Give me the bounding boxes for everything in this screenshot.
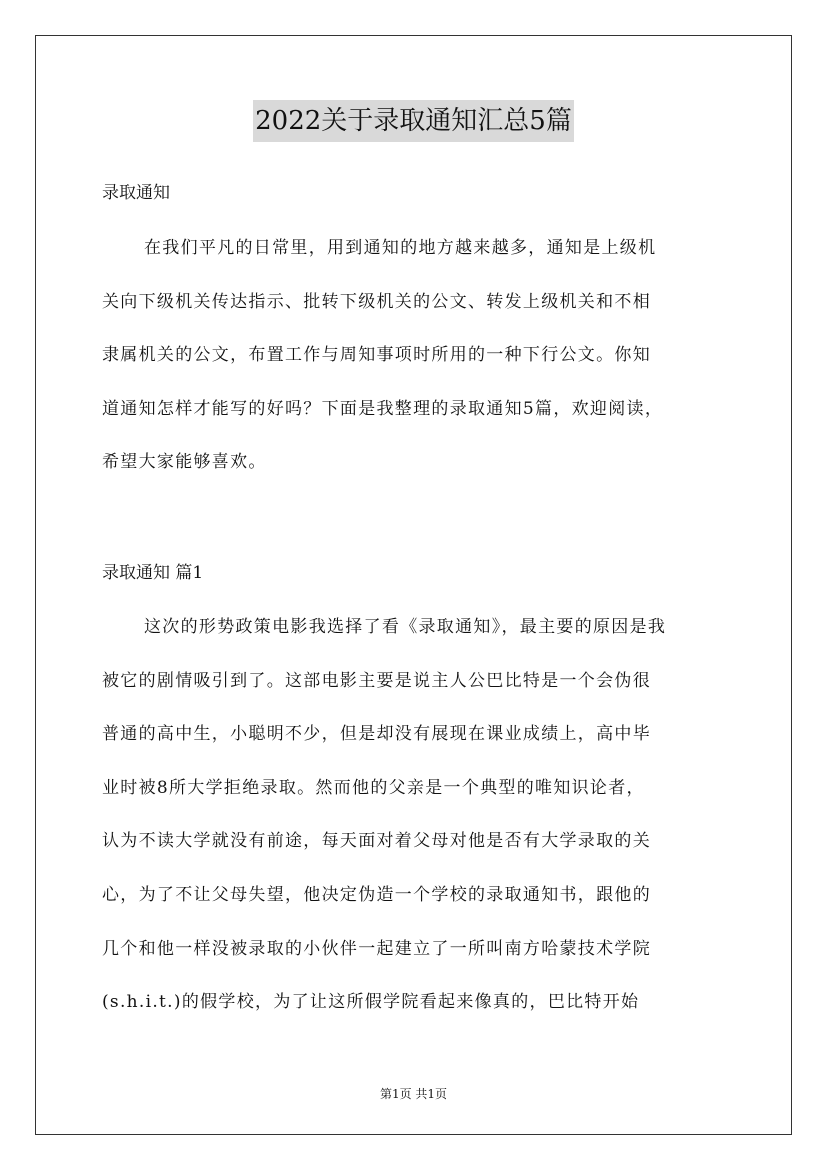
paragraph-line: 认为不读大学就没有前途，每天面对着父母对他是否有大学录取的关: [102, 831, 651, 852]
paragraph-line: 普通的高中生，小聪明不少，但是却没有展现在课业成绩上，高中毕: [102, 724, 651, 745]
section-heading: 录取通知: [102, 183, 170, 203]
paragraph-line: 关向下级机关传达指示、批转下级机关的公文、转发上级机关和不相: [102, 291, 651, 312]
paragraph-line: (s.h.i.t.)的假学校，为了让这所假学院看起来像真的，巴比特开始: [102, 992, 640, 1013]
intro-paragraph: [102, 222, 730, 490]
paragraph-line: 希望大家能够喜欢。: [102, 452, 267, 473]
paragraph-line: 被它的剧情吸引到了。这部电影主要是说主人公巴比特是一个会伪很: [102, 670, 651, 691]
article-heading: 录取通知 篇1: [102, 563, 204, 583]
page-footer: 第1页 共1页: [379, 1087, 448, 1101]
document-title: 2022关于录取通知汇总5篇: [253, 100, 574, 142]
paragraph-line: 道通知怎样才能写的好吗？下面是我整理的录取通知5篇，欢迎阅读，: [102, 398, 664, 419]
paragraph-line: 隶属机关的公文，布置工作与周知事项时所用的一种下行公文。你知: [102, 345, 651, 366]
paragraph-line: 几个和他一样没被录取的小伙伴一起建立了一所叫南方哈蒙技术学院: [102, 938, 651, 959]
title-container: [0, 100, 827, 142]
article-paragraph: [102, 601, 730, 1030]
paragraph-line: 在我们平凡的日常里，用到通知的地方越来越多，通知是上级机: [144, 238, 657, 258]
paragraph-line: 心，为了不让父母失望，他决定伪造一个学校的录取通知书，跟他的: [102, 884, 651, 905]
paragraph-line: 这次的形势政策电影我选择了看《录取通知》，最主要的原因是我: [144, 617, 667, 637]
paragraph-line: 业时被8所大学拒绝录取。然而他的父亲是一个典型的唯知识论者，: [102, 777, 645, 798]
